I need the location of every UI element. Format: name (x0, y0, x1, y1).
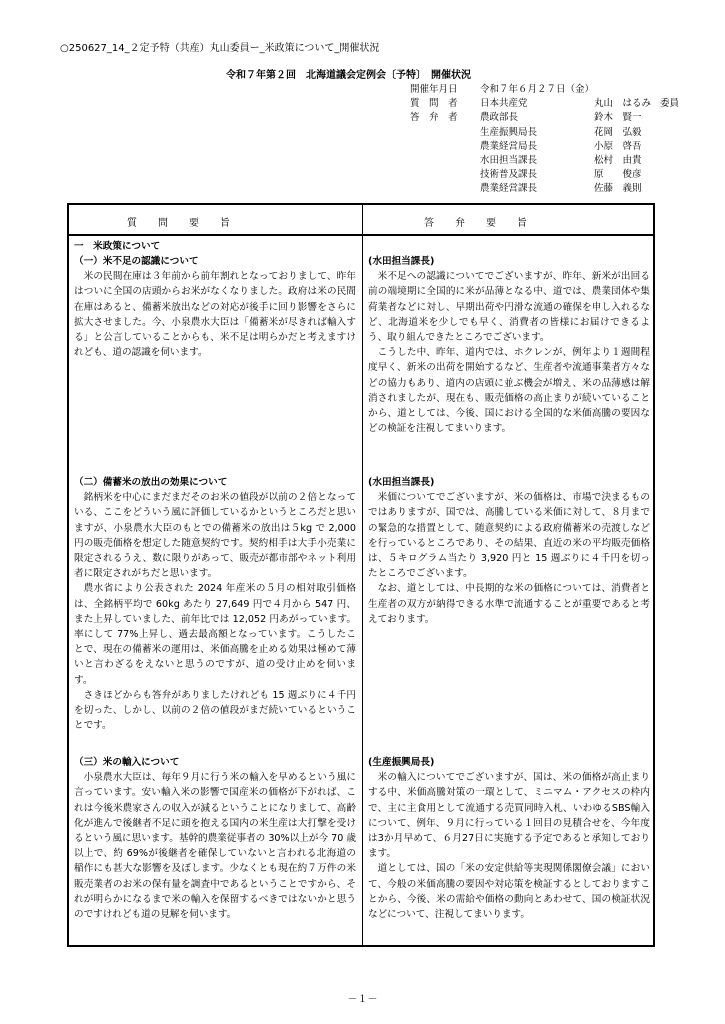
meeting-info-label: 答 弁 者 (410, 112, 458, 124)
meeting-info-value: 水田担当課長 (480, 155, 538, 167)
answer-paragraph: 米不足への認識についてでございますが、昨年、新米が出回る前の端境期に全国的に米が品薄となる中、道では、農業団体や集荷業者などに対し、早期出荷や円滑な流通の確保を申し入れるなど、北海道米を少しでも早く、消費者の皆様にお届けできるよう、取り組んできたところでございます。 (368, 271, 650, 344)
meeting-info-suffix (660, 126, 679, 140)
meeting-info-label (410, 154, 480, 168)
meeting-info-name: 花岡 弘毅 (594, 126, 642, 138)
question-item (74, 475, 356, 733)
answer-item (368, 254, 650, 436)
meeting-info (410, 83, 679, 197)
question-heading: （二）備蓄米の放出の効果について (74, 477, 228, 488)
meeting-info-row (410, 83, 679, 97)
meeting-info-value: 令和７年６月２７日（金） (480, 84, 595, 95)
questions-column (74, 239, 356, 254)
meeting-info-name: 鈴木 賢一 (594, 112, 642, 124)
answer-paragraph: 米価についてでございますが、米の価格は、市場で決まるものではありますが、国では、高騰している米価に対して、８月までの緊急的な措置として、随意契約による政府備蓄米の売渡しなどを行っているところであり、その結果、直近の米の平均販売価格は、５キログラム当たり 3,920 円と 15 週ぶりに４千円を切ったところでございます。 (368, 492, 650, 580)
answer-column-header: 答弁要旨 (424, 218, 548, 229)
answer-paragraph: こうした中、昨年、道内では、ホクレンが、例年より１週間程度早く、新米の出荷を開始するなど、生産者や流通事業者方々などの協力もあり、道内の店頭に並ぶ機会が増え、米の品薄感は解消されましたが、現在も、販売価格の高止まりが続いていることから、道としては、今後、国における全国的な米価高騰の要因などの検証を注視してまいります。 (368, 347, 650, 435)
meeting-info-row (410, 97, 679, 111)
meeting-info-row (410, 126, 679, 140)
meeting-info-row (410, 111, 679, 125)
meeting-info-value: 生産振興局長 (480, 126, 538, 138)
meeting-info-suffix (660, 168, 679, 182)
answer-role: (水田担当課長) (368, 256, 435, 267)
question-paragraph: 小泉農水大臣は、毎年９月に行う米の輸入を早めるという風に言っています。安い輸入米の影響で国産米の価格が下がれば、これは今後米農家さんの収入が減るということになりまして、高齢化が進んで後継者不足に頭を抱える国内の米生産は大打撃を受けるという風に思います。基幹的農業従事者の 30%以上が今 70 歳以上で、約 69%が後継者を確保していないと言われる北海道の稲作にも甚大な影響を及ぼします。少なくとも現在約７万件の米販売業者のお米の保有量を調査中であるということですから、それが明らかになるまで米の輸入を保留するべきではないかと思うのですけれども道の見解を伺います。 (74, 772, 356, 921)
question-item (74, 755, 356, 922)
meeting-info-value: 農政部長 (480, 112, 519, 124)
qa-table (67, 203, 655, 947)
question-column-header: 質問要旨 (127, 218, 251, 229)
meeting-info-suffix: 委員 (660, 98, 680, 110)
meeting-info-name: 佐藤 義則 (594, 183, 642, 195)
meeting-info-row (410, 140, 679, 154)
section-title: 一 米政策について (74, 241, 161, 252)
meeting-info-name: 原 俊彦 (594, 169, 642, 181)
meeting-info-suffix (660, 83, 679, 97)
meeting-info-value: 農業経営局長 (480, 140, 538, 152)
document-title: 令和７年第２回 北海道議会定例会〔予特〕 開催状況 (226, 70, 471, 81)
answer-item (368, 755, 650, 922)
meeting-info-row (410, 168, 679, 182)
meeting-info-value: 日本共産党 (480, 98, 528, 110)
meeting-info-label: 開催年月日 (410, 84, 458, 95)
meeting-info-suffix (660, 182, 679, 196)
meeting-info-suffix (660, 154, 679, 168)
answer-role: (水田担当課長) (368, 477, 435, 488)
file-title: ○250627_14_２定予特（共産）丸山委員ー_米政策について_開催状況 (60, 43, 380, 54)
question-heading: （三）米の輸入について (74, 757, 180, 768)
answer-role: (生産振興局長) (368, 757, 435, 768)
question-item (74, 254, 356, 360)
question-heading: （一）米不足の認識について (74, 256, 199, 267)
meeting-info-name: 小原 啓吾 (594, 140, 642, 152)
meeting-info-name (594, 83, 660, 97)
page-number: －１－ (347, 994, 378, 1005)
meeting-info-suffix (660, 111, 679, 125)
question-paragraph: 農水省により公表された 2024 年産米の５月の相対取引価格は、全銘柄平均で 60kg あたり 27,649 円で４月から 547 円、また上昇していました、前年比では 12,052 円あがっています。率にして 77%上昇し、過去最高額となっています。こうしたことで、現在の備蓄米の運用は、米価高騰を止める効果は極めて薄いと言わざるをえないと思うのですが、道の受け止めを伺います。 (74, 583, 356, 686)
meeting-info-value: 農業経営課長 (480, 183, 538, 195)
meeting-info-suffix (660, 140, 679, 154)
qa-table-header (69, 205, 653, 236)
column-divider (362, 205, 363, 945)
meeting-info-value: 技術普及課長 (480, 169, 538, 181)
answer-paragraph: 米の輸入についてでございますが、国は、米の価格が高止まりする中、米価高騰対策の一環として、ミニマム・アクセスの枠内で、主に主食用として流通する売買同時入札、いわゆるSBS輸入について、例年、９月に行っている１回目の見積合せを、今年度は3か月早めて、６月27日に実施する予定であると承知しております。 (368, 772, 650, 860)
question-paragraph: さきほどからも答弁がありましたけれども 15 週ぶりに４千円を切った、しかし、以前の２倍の値段がまだ続いているということです。 (74, 689, 356, 732)
answer-paragraph: 道としては、国の「米の安定供給等実現関係閣僚会議」において、今般の米価高騰の要因や対応策を検証するとしておりますことから、今後、米の需給や価格の動向とあわせて、国の検証状況などについて、注視してまいります。 (368, 863, 650, 921)
meeting-info-name: 松村 由貴 (594, 155, 642, 167)
meeting-info-label: 質 問 者 (410, 98, 458, 110)
meeting-info-label (410, 182, 480, 196)
meeting-info-row (410, 154, 679, 168)
meeting-info-label (410, 168, 480, 182)
meeting-info-label (410, 140, 480, 154)
answer-paragraph: なお、道としては、中長期的な米の価格については、消費者と生産者の双方が納得できる水準で流通することが重要であると考えております。 (368, 583, 650, 625)
meeting-info-label (410, 126, 480, 140)
question-paragraph: 米の民間在庫は３年前から前年割れとなっておりまして、昨年はついに全国の店頭からお米がなくなりました。政府は米の民間在庫はあると、備蓄米放出などの対応が後手に回り影響をさらに拡大させました。今、小泉農水大臣は「備蓄米が尽きれば輸入する」と公言していることからも、米不足は明らかだと考えますけれども、道の認識を伺います。 (74, 271, 356, 359)
meeting-info-row (410, 182, 679, 196)
question-paragraph: 銘柄米を中心にまだまだそのお米の値段が以前の２倍となっている、ここをどういう風に評価しているかというところだと思いますが、小泉農水大臣のもとでの備蓄米の放出は５kg で 2,000 円の販売価格を想定した随意契約です。契約相手は大手小売業に限定されるうえ、数に限りがあって、販売が都市部やネット利用者に限定されがちだと思います。 (74, 492, 356, 580)
answer-item (368, 475, 650, 627)
meeting-info-name: 丸山 はるみ (594, 98, 652, 110)
